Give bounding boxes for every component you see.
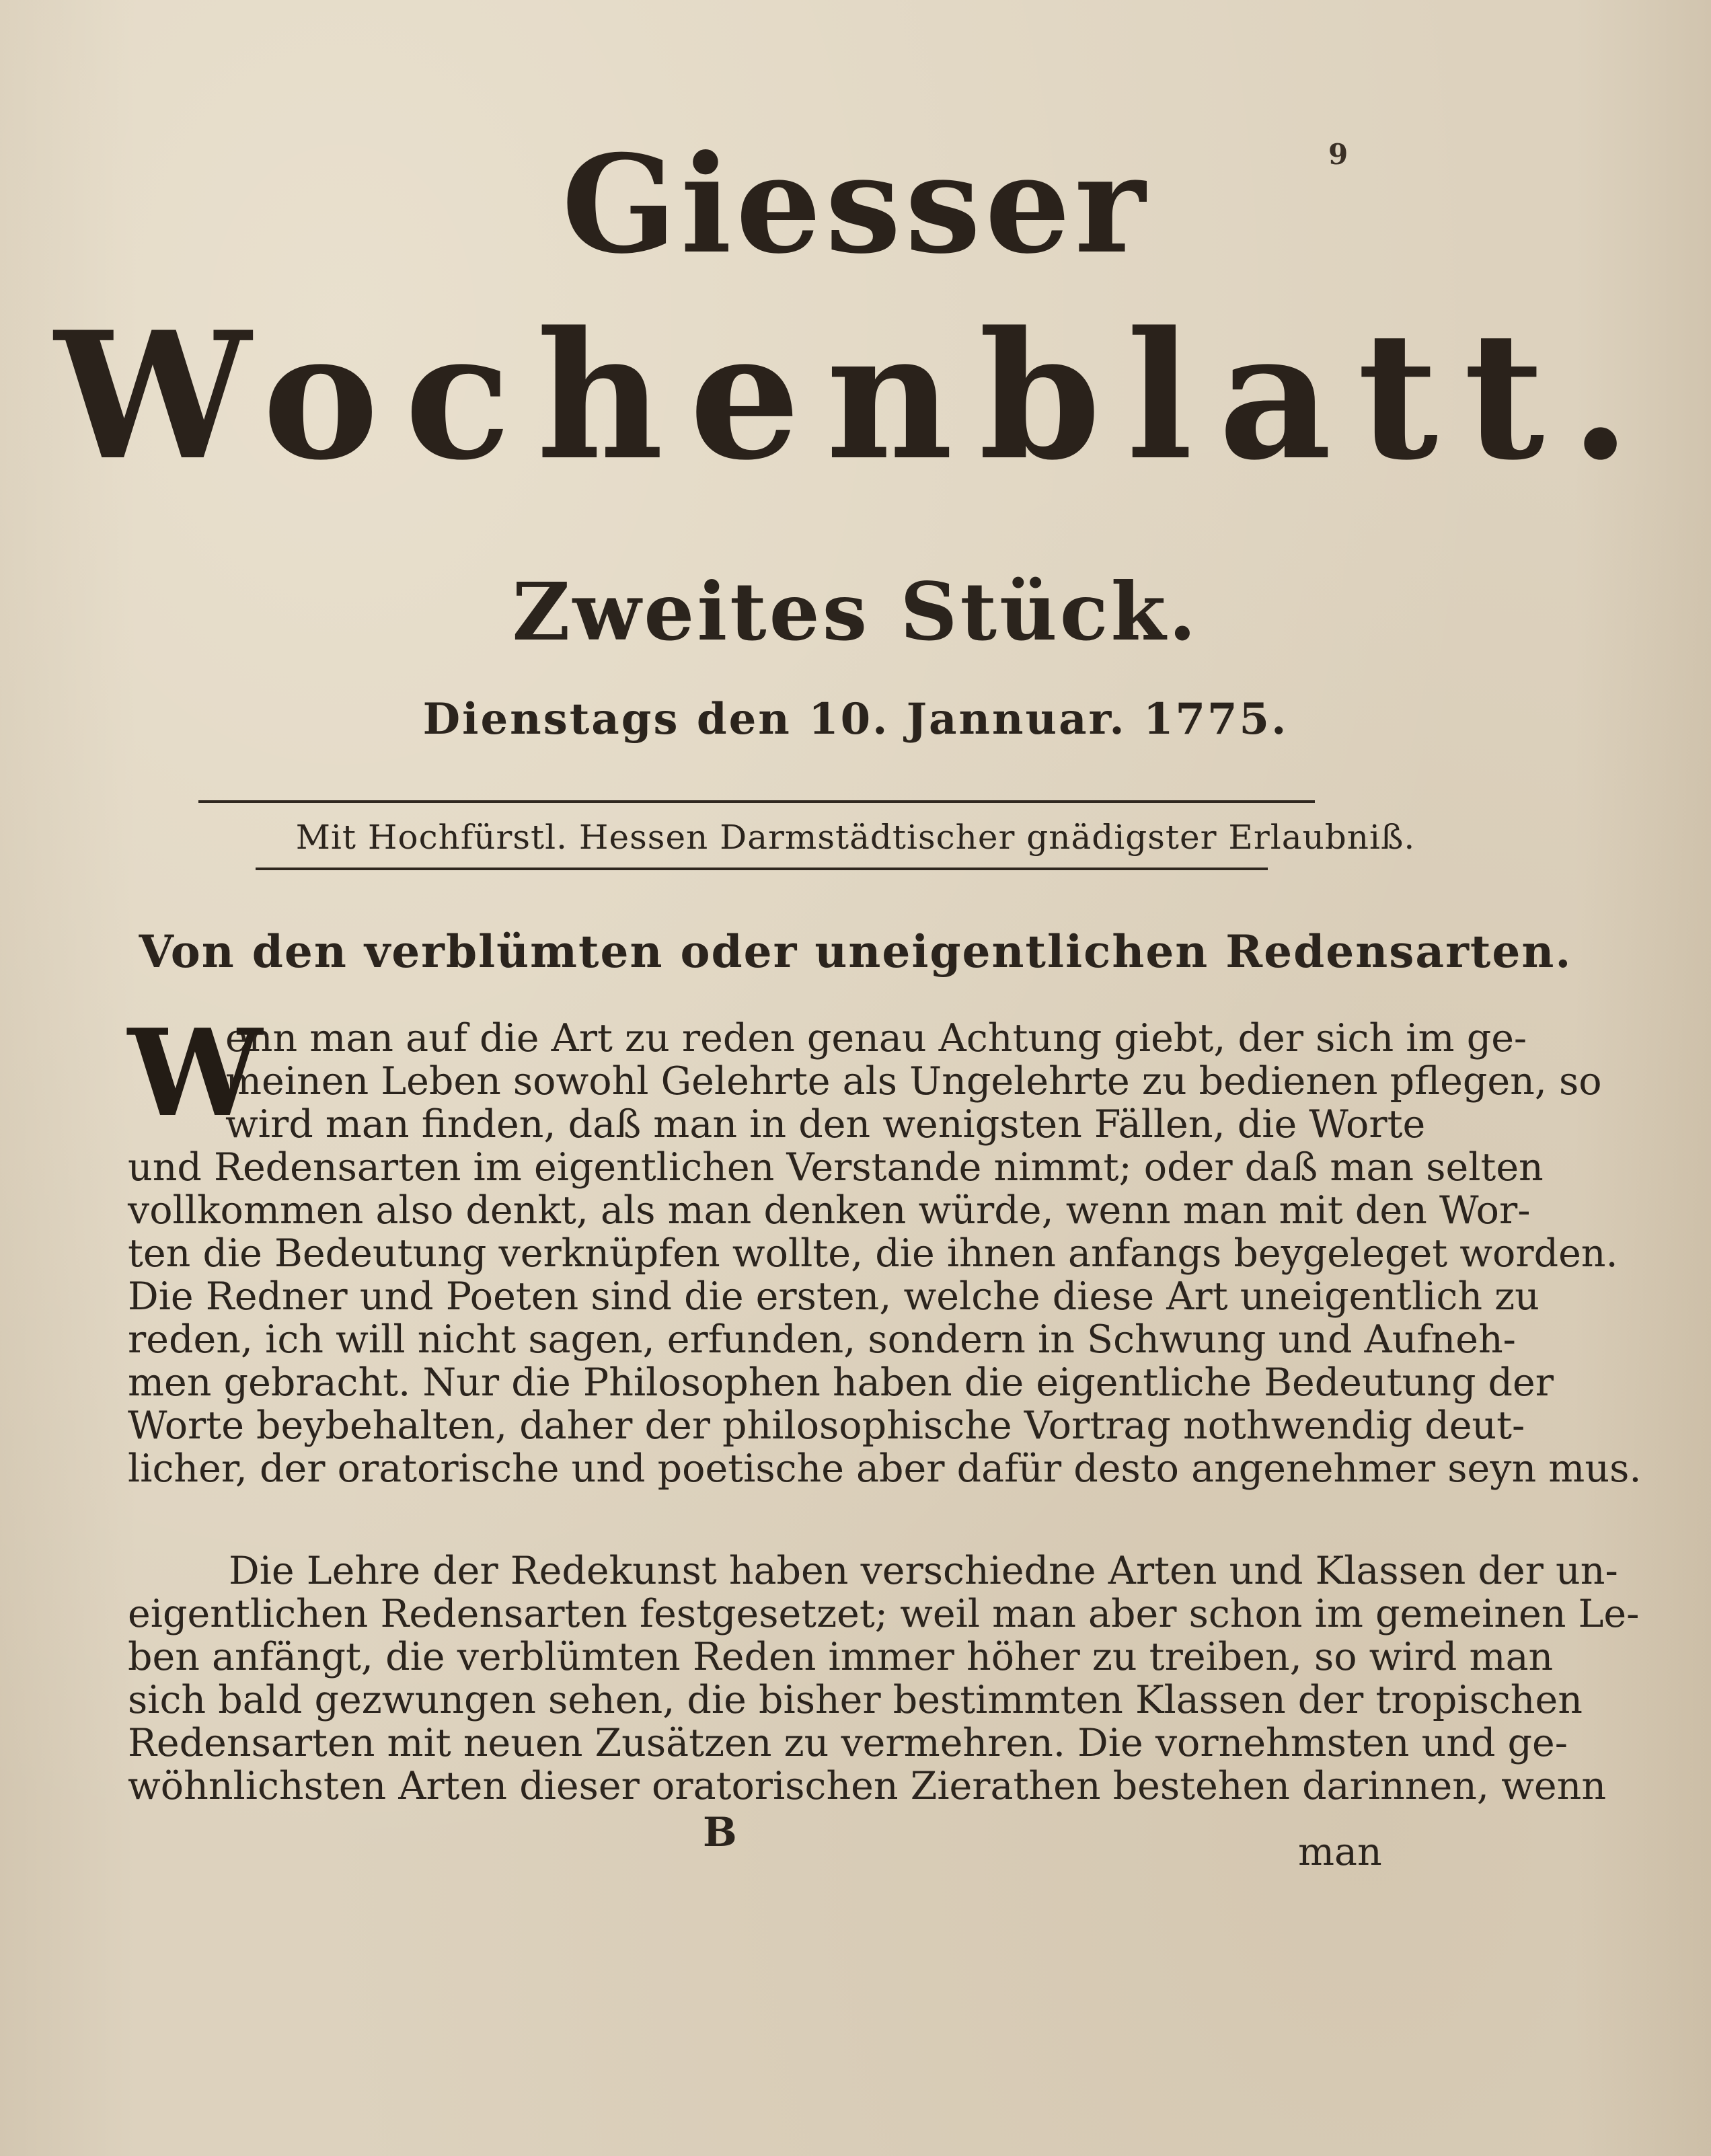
text-line: sich bald gezwungen sehen, die bisher bestimmten Klassen der tropischen <box>128 1678 1583 1722</box>
signature-mark: B <box>703 1809 737 1856</box>
issue-label: Zweites Stück. <box>512 565 1199 658</box>
permission-line: Mit Hochfürstl. Hessen Darmstädtischer gnädigster Erlaubniß. <box>295 818 1416 857</box>
text-line: wird man finden, daß man in den wenigsten Fällen, die Worte <box>225 1102 1426 1147</box>
text-line: Worte beybehalten, daher der philosophische Vortrag nothwendig deut- <box>128 1403 1525 1448</box>
text-line: Redensarten mit neuen Zusätzen zu vermehren. Die vornehmsten und ge- <box>128 1721 1568 1765</box>
catchword: man <box>1298 1830 1382 1874</box>
drop-cap: W <box>128 1003 262 1143</box>
paragraph-1 <box>128 1003 1642 1491</box>
issue-date: Dienstags den 10. Jannuar. 1775. <box>422 694 1289 744</box>
text-line: ten die Bedeutung verknüpfen wollte, die ihnen anfangs beygeleget worden. <box>128 1231 1618 1276</box>
text-line: ben anfängt, die verblümten Reden immer höher zu treiben, so wird man <box>128 1635 1554 1679</box>
page-number: 9 <box>1328 138 1348 171</box>
text-line: Die Redner und Poeten sind die ersten, welche diese Art uneigentlich zu <box>128 1274 1539 1319</box>
text-line: und Redensarten im eigentlichen Verstande nimmt; oder daß man selten <box>128 1145 1544 1190</box>
masthead-title-line2: Wochenblatt. <box>54 294 1657 499</box>
text-line: Die Lehre der Redekunst haben verschiedne Arten und Klassen der un- <box>229 1549 1618 1593</box>
text-line: reden, ich will nicht sagen, erfunden, sondern in Schwung und Aufneh- <box>128 1317 1516 1362</box>
text-line: vollkommen also denkt, als man denken würde, wenn man mit den Wor- <box>128 1188 1531 1233</box>
divider-bottom <box>256 868 1268 870</box>
text-line: licher, der oratorische und poetische aber dafür desto angenehmer seyn mus. <box>128 1447 1642 1491</box>
article-heading: Von den verblümten oder uneigentlichen Redensarten. <box>139 925 1572 978</box>
text-line: wöhnlichsten Arten dieser oratorischen Zierathen bestehen darinnen, wenn <box>128 1764 1607 1808</box>
text-line: eigentlichen Redensarten festgesetzet; weil man aber schon im gemeinen Le- <box>128 1592 1640 1636</box>
paragraph-2 <box>128 1549 1640 1808</box>
text-line: meinen Leben sowohl Gelehrte als Ungelehrte zu bedienen pflegen, so <box>225 1059 1602 1104</box>
text-line: enn man auf die Art zu reden genau Achtung giebt, der sich im ge- <box>225 1016 1527 1061</box>
masthead-title-line1: Giesser <box>562 126 1149 284</box>
divider-top <box>198 800 1315 803</box>
text-line: men gebracht. Nur die Philosophen haben die eigentliche Bedeutung der <box>128 1360 1554 1405</box>
